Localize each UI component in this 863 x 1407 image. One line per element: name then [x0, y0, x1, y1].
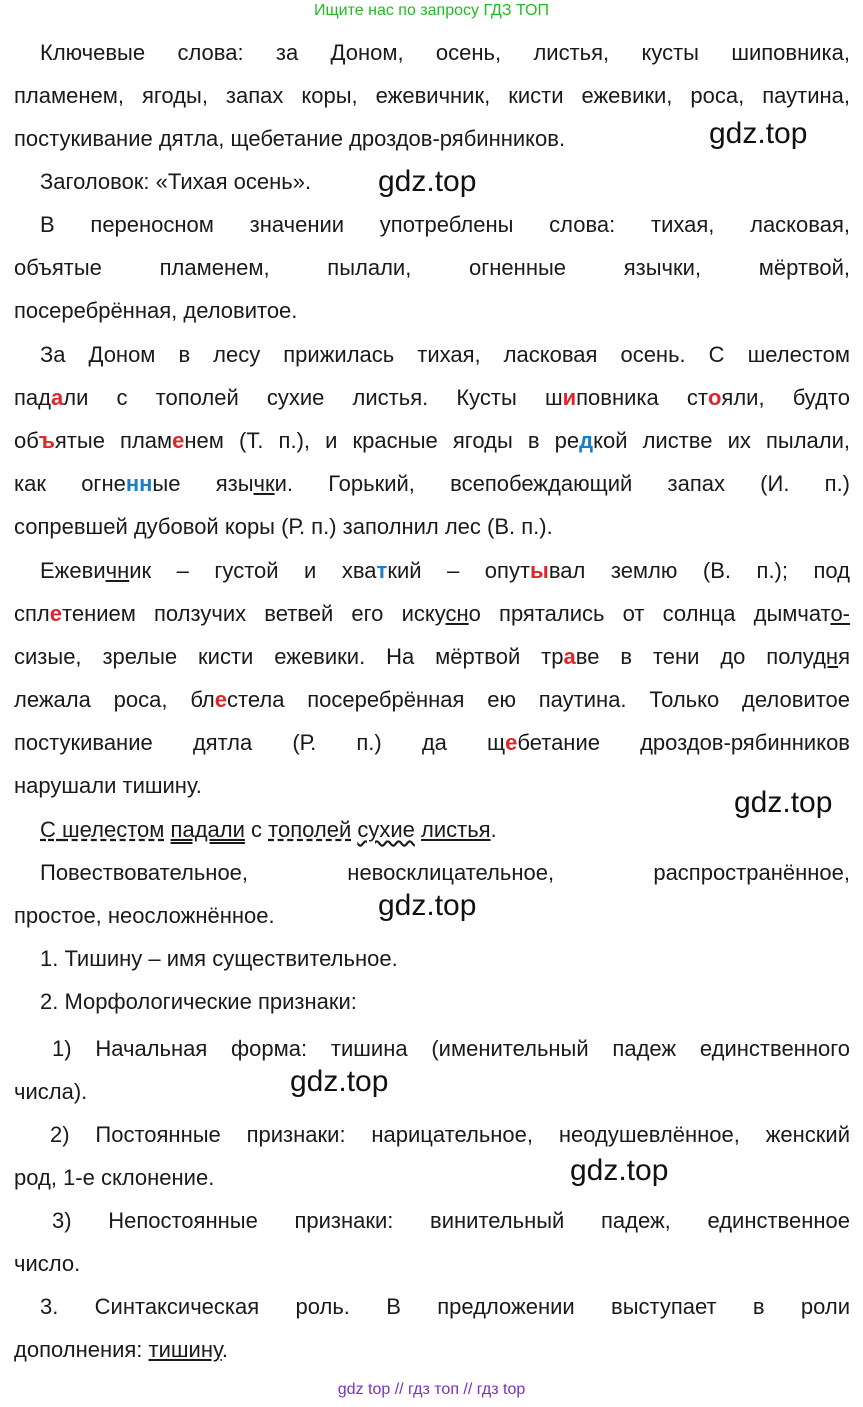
underlined-letters: чн	[105, 558, 130, 583]
morph-item-3-cont: числа).	[14, 1079, 88, 1104]
morph-item-4-cont: род, 1-е склонение.	[14, 1165, 215, 1190]
underlined-letters: сн	[445, 601, 469, 626]
highlight-letter: е	[505, 730, 518, 755]
highlight-letter: нн	[125, 471, 153, 496]
text-line-8: сизые, зрелые кисти ежевики. На мёртвой траве в тени до полудня	[14, 644, 850, 669]
object-underline: тишину	[148, 1337, 222, 1362]
highlight-letter: а	[563, 644, 576, 669]
text-line-10: постукивание дятла (Р. п.) да щебетание дроздов-рябинников	[14, 730, 850, 755]
circumstance-underline: тополей	[268, 817, 352, 842]
text-line-6: Ежевичник – густой и хваткий – опутывал землю (В. п.); под	[40, 558, 851, 583]
text-line-4: как огненные язычки. Горький, всепобеждающий запах (И. п.)	[14, 471, 851, 496]
watermark: gdz.top	[378, 165, 477, 198]
keywords-line-3: постукивание дятла, щебетание дроздов-рябинников.	[14, 126, 566, 151]
keywords-line-2: пламенем, ягоды, запах коры, ежевичник, кисти ежевики, роса, паутина,	[14, 83, 850, 108]
circumstance-underline: шелестом	[62, 817, 165, 842]
highlight-letter: т	[376, 558, 388, 583]
highlight-letter: ы	[530, 558, 549, 583]
title-line: Заголовок: «Тихая осень».	[40, 169, 312, 194]
text-line-1: За Доном в лесу прижилась тихая, ласковая осень. С шелестом	[40, 342, 850, 367]
morph-item-4: 2) Постоянные признаки: нарицательное, неодушевлённое, женский	[50, 1122, 850, 1147]
text-line-9: лежала роса, блестела посеребрённая ею паутина. Только деловитое	[14, 687, 850, 712]
underlined-letters: чк	[253, 471, 275, 496]
underlined-letters: о-	[830, 601, 850, 626]
keywords-line-1: Ключевые слова: за Доном, осень, листья, кусты шиповника,	[40, 40, 850, 65]
watermark: gdz.top	[290, 1065, 389, 1098]
text-line-7: сплетением ползучих ветвей его искусно прятались от солнца дымчато-	[14, 601, 850, 626]
top-banner-link[interactable]: Ищите нас по запросу ГДЗ ТОП	[314, 2, 549, 19]
highlight-letter: е	[49, 601, 62, 626]
morph-item-6: 3. Синтаксическая роль. В предложении выступает в роли	[40, 1294, 850, 1319]
watermark: gdz.top	[734, 786, 833, 819]
text-line-5: сопревшей дубовой коры (Р. п.) заполнил лес (В. п.).	[14, 514, 553, 539]
attribute-underline: сухие	[357, 817, 415, 842]
morph-item-1: 1. Тишину – имя существительное.	[40, 946, 398, 971]
morph-item-3: 1) Начальная форма: тишина (именительный падеж единственного	[52, 1036, 850, 1061]
morph-item-5: 3) Непостоянные признаки: винительный падеж, единственное	[52, 1208, 850, 1233]
morph-item-6-cont: дополнения: тишину.	[14, 1337, 228, 1362]
circumstance-underline: С	[40, 817, 62, 842]
predicate-underline: падали	[170, 817, 245, 842]
morph-item-2: 2. Морфологические признаки:	[40, 989, 357, 1014]
watermark: gdz.top	[570, 1154, 669, 1187]
figurative-line-3: посеребрённая, деловитое.	[14, 298, 298, 323]
bottom-banner-link[interactable]: gdz top // гдз топ // гдз top	[337, 1381, 526, 1398]
text-line-11: нарушали тишину.	[14, 773, 202, 798]
watermark: gdz.top	[378, 889, 477, 922]
underlined-letters: дн	[813, 644, 839, 669]
sentence-type-line-1: Повествовательное, невосклицательное, распространённое,	[40, 860, 850, 885]
highlight-letter: и	[562, 385, 577, 410]
figurative-line-1: В переносном значении употреблены слова: тихая, ласковая,	[40, 212, 850, 237]
figurative-line-2: объятые пламенем, пылали, огненные язычки, мёртвой,	[14, 255, 850, 280]
morph-item-5-cont: число.	[14, 1251, 81, 1276]
highlight-letter: е	[214, 687, 228, 712]
highlight-letter: е	[172, 428, 185, 453]
highlight-letter: ъ	[38, 428, 55, 453]
highlight-letter: а	[51, 385, 64, 410]
text-line-2: падали с тополей сухие листья. Кусты шиповника стояли, будто	[14, 385, 850, 410]
sentence-parse: С шелестом падали с тополей сухие листья.	[40, 817, 497, 842]
highlight-letter: о	[707, 385, 722, 410]
highlight-letter: д	[579, 428, 594, 453]
text-line-3: объятые пламенем (Т. п.), и красные ягоды в редкой листве их пылали,	[14, 428, 851, 453]
sentence-type-line-2: простое, неосложнённое.	[14, 903, 275, 928]
subject-underline: листья	[421, 817, 491, 842]
watermark: gdz.top	[709, 117, 808, 150]
